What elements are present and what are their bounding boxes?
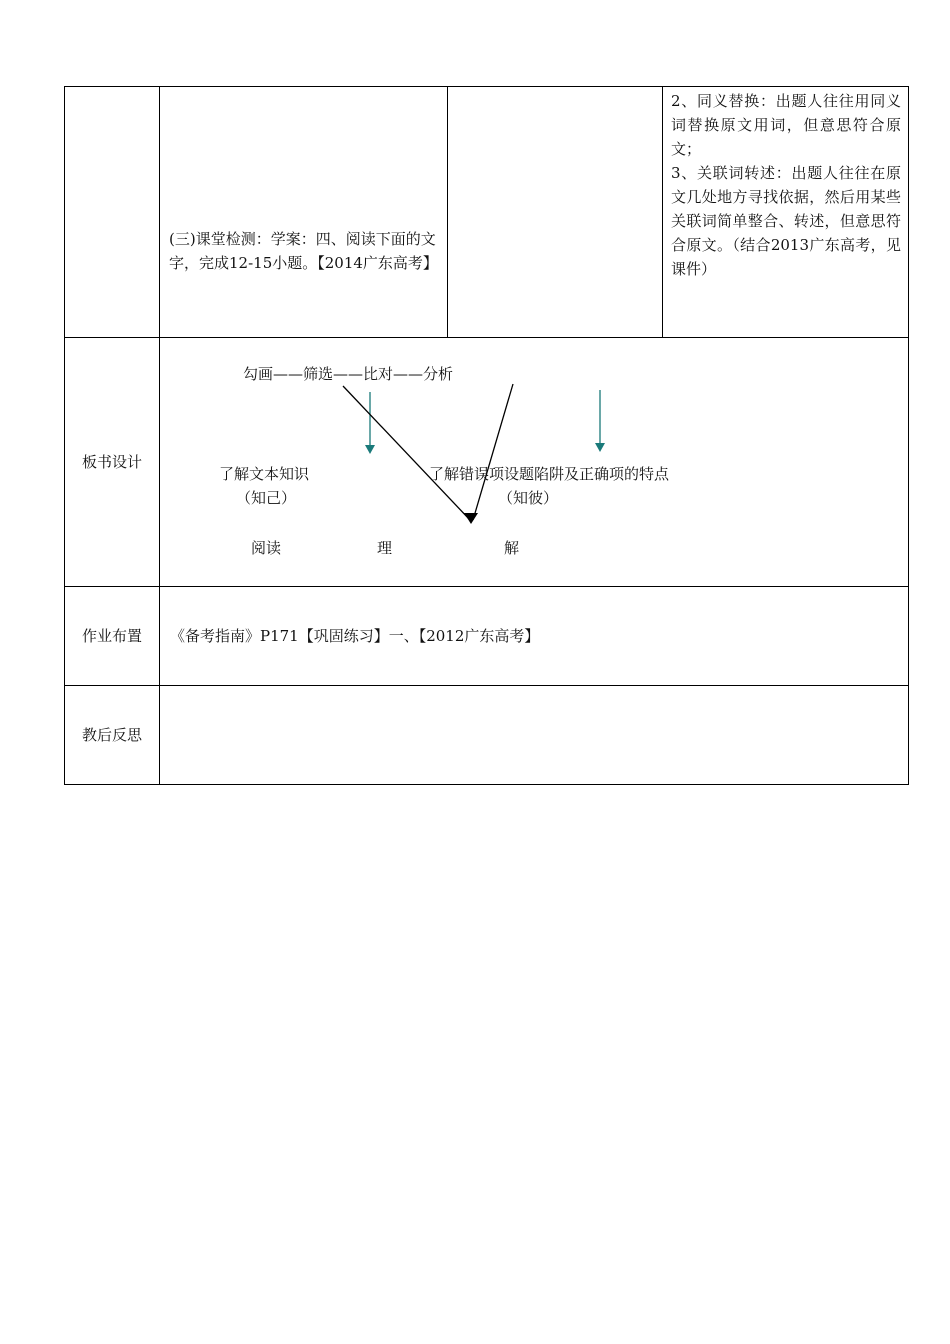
- right-arrow-head: [595, 443, 605, 452]
- row-label-cell: [65, 87, 160, 338]
- left-subtitle: （知己）: [236, 489, 297, 507]
- v-arrow-left: [343, 386, 470, 520]
- bottom-word-2: 理: [377, 539, 393, 557]
- bottom-word-3: 解: [504, 539, 520, 557]
- reflection-content: [160, 686, 909, 785]
- classroom-test-text: (三)课堂检测：学案：四、阅读下面的文字，完成12-15小题。【2014广东高考】: [169, 230, 438, 272]
- method-note: 3、关联词转述：出题人往往在原文几处地方寻找依据，然后用某些关联词简单整合、转述，但意思符合原文。（结合2013广东高考，见课件）: [671, 164, 901, 278]
- reflection-label: 教后反思: [65, 686, 160, 785]
- activity-row: [65, 87, 909, 338]
- right-title: 了解错误项设题陷阱及正确项的特点: [429, 465, 670, 483]
- left-arrow-head: [365, 445, 375, 454]
- lesson-plan-table: [64, 86, 909, 785]
- board-design-row: [65, 338, 909, 587]
- right-subtitle: （知彼）: [498, 489, 559, 507]
- reflection-row: [65, 686, 909, 785]
- empty-cell: [448, 87, 663, 338]
- board-design-cell: [160, 338, 909, 587]
- left-title: 了解文本知识: [219, 465, 310, 483]
- v-arrow-head: [464, 513, 478, 524]
- board-design-label: 板书设计: [65, 338, 160, 587]
- method-cell: [663, 87, 909, 338]
- homework-row: [65, 587, 909, 686]
- homework-label: 作业布置: [65, 587, 160, 686]
- activity-cell: [160, 87, 448, 338]
- method-note: 2、同义替换：出题人往往用同义词替换原文用词，但意思符合原文；: [671, 92, 901, 158]
- method-notes: [671, 89, 901, 281]
- process-line: 勾画——筛选——比对——分析: [243, 365, 454, 383]
- bottom-word-1: 阅读: [251, 539, 282, 557]
- homework-content: 《备考指南》P171【巩固练习】一、【2012广东高考】: [160, 587, 909, 686]
- board-diagram: [160, 338, 908, 586]
